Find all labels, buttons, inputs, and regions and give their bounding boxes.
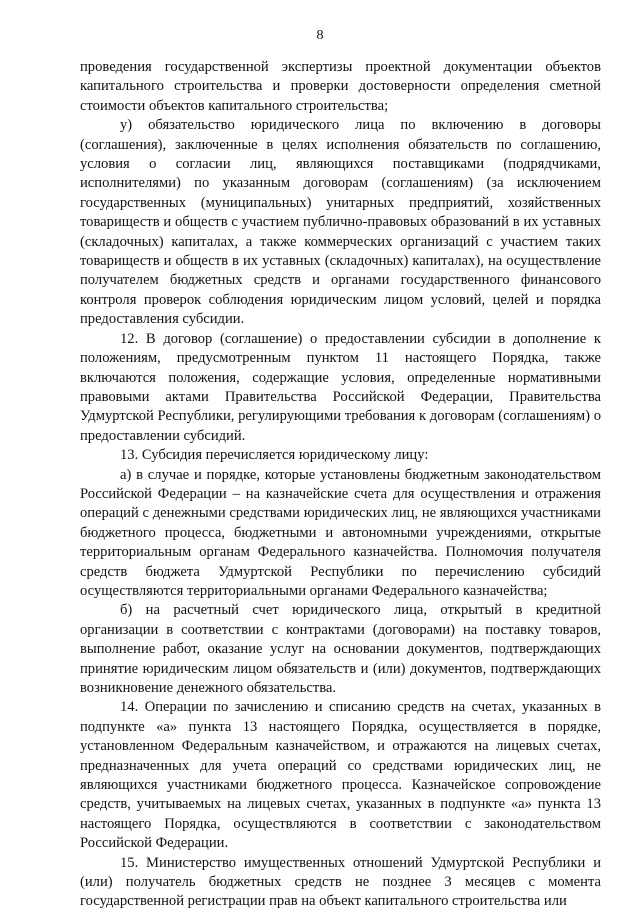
paragraph-point-13-a: а) в случае и порядке, которые установлены бюджетным законодательством Российской Федерации – на казначейские счета для осуществления и отражения операций с денежными средствами юридических лиц, не являющихся участниками бюджетного процесса, бюджетными и автономными учреждениями, открытые территориальным органам Федерального казначейства. Полномочия получателя средств бюджета Удмуртской Республики по перечислению субсидий осуществляются территориальными органами Федерального казначейства; bbox=[80, 466, 601, 599]
document-body bbox=[80, 58, 601, 912]
paragraph-continuation: проведения государственной экспертизы проектной документации объектов капитального строительства и проверки достоверности определения сметной стоимости объектов капитального строительства; bbox=[80, 59, 601, 114]
paragraph-point-12: 12. В договор (соглашение) о предоставлении субсидии в дополнение к положениям, предусмотренным пунктом 11 настоящего Порядка, также включаются положения, содержащие условия, определенные нормативными правовыми актами Правительства Российской Федерации, Правительства Удмуртской Республики, регулирующими требования к договорам (соглашениям) о предоставлении субсидий. bbox=[80, 330, 601, 444]
paragraph-point-14: 14. Операции по зачислению и списанию средств на счетах, указанных в подпункте «а» пункта 13 настоящего Порядка, осуществляется в порядке, установленном Федеральным казначейством, и отражаются на лицевых счетах, предназначенных для учета операций со средствами юридических лиц, не являющихся участниками бюджетного процесса. Казначейское сопровождение средств, учитываемых на лицевых счетах, указанных в подпункте «а» пункта 13 настоящего Порядка, осуществляются в соответствии с законодательством Российской Федерации. bbox=[80, 699, 601, 852]
paragraph-point-15: 15. Министерство имущественных отношений Удмуртской Республики и (или) получатель бюджетных средств не позднее 3 месяцев с момента государственной регистрации прав на объект капитального строительства или bbox=[80, 854, 601, 910]
paragraph-item-u: у) обязательство юридического лица по включению в договоры (соглашения), заключенные в целях исполнения обязательств по соглашению, условия о согласии лиц, являющихся поставщиками (подрядчиками, исполнителями) по указанным договорам (соглашениям) (за исключением государственных (муниципальных) унитарных предприятий, хозяйственных товариществ и обществ с участием публично-правовых образований в их уставных (складочных) капиталах, а также коммерческих организаций с участием таких товариществ и обществ в их уставных (складочных) капиталах), на осуществление получателем бюджетных средств и органами государственного финансового контроля проверок соблюдения юридическим лицом условий, целей и порядка предоставления субсидии. bbox=[80, 117, 601, 328]
page-number: 8 bbox=[316, 28, 324, 43]
paragraph-point-13-b: б) на расчетный счет юридического лица, открытый в кредитной организации в соответствии с контрактами (договорами) на поставку товаров, выполнение работ, оказание услуг на основании документов, подтверждающих принятие юридическим лицом обязательств и (или) документов, подтверждающих возникновение денежного обязательства. bbox=[80, 602, 601, 696]
paragraph-point-13: 13. Субсидия перечисляется юридическому лицу: bbox=[120, 447, 429, 464]
